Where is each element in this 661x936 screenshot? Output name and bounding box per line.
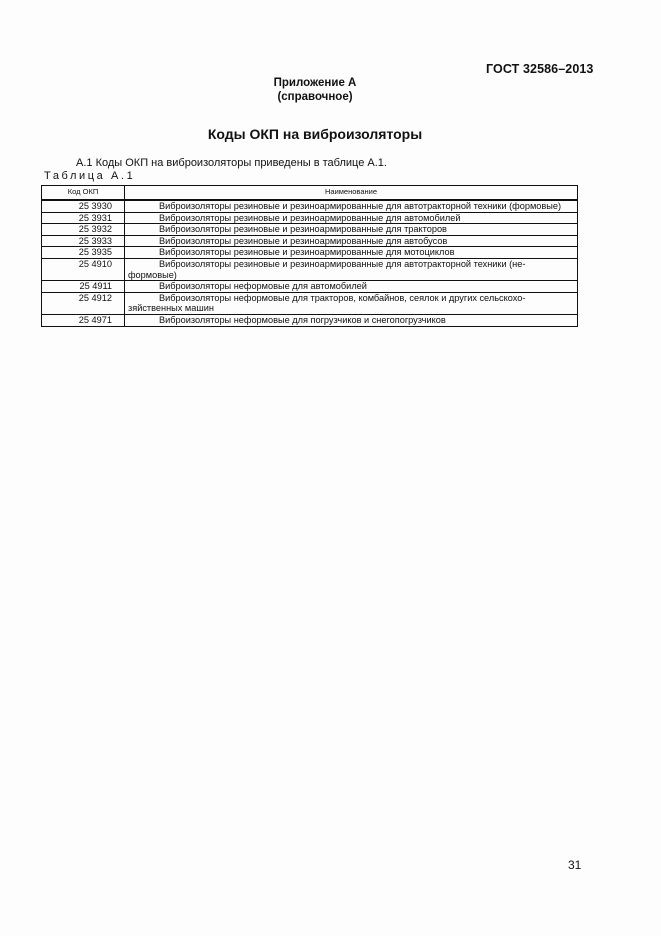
appendix-subtitle: (справочное): [277, 91, 353, 103]
appendix-heading: [0, 76, 630, 104]
okp-code: 25 3932: [42, 224, 125, 236]
table-row: [42, 258, 578, 280]
okp-codes-table: [41, 185, 578, 327]
product-name: Виброизоляторы резиновые и резиноармированные для автобусов: [125, 235, 578, 247]
appendix-title: Приложение А: [273, 77, 357, 89]
table-row: [42, 212, 578, 224]
product-name: Виброизоляторы резиновые и резиноармированные для автомобилей: [125, 212, 578, 224]
okp-code: 25 4910: [42, 258, 125, 280]
product-name: Виброизоляторы неформовые для автомобилей: [125, 281, 578, 293]
okp-code: 25 3933: [42, 235, 125, 247]
column-header-name: Наименование: [125, 186, 578, 201]
okp-code: 25 4911: [42, 281, 125, 293]
table-row: [42, 224, 578, 236]
okp-code: 25 3931: [42, 212, 125, 224]
product-name: Виброизоляторы резиновые и резиноармированные для автотракторной техники (формовые): [125, 200, 578, 212]
okp-code: 25 3935: [42, 247, 125, 259]
okp-code: 25 4912: [42, 292, 125, 314]
product-name: Виброизоляторы резиновые и резиноармированные для мотоциклов: [125, 247, 578, 259]
table-row: [42, 292, 578, 314]
table-row: [42, 247, 578, 259]
table-caption: Таблица А.1: [44, 170, 136, 182]
product-name: Виброизоляторы неформовые для погрузчиков и снегопогрузчиков: [125, 314, 578, 326]
table-row: [42, 314, 578, 326]
okp-code: 25 3930: [42, 200, 125, 212]
table-header-row: [42, 186, 578, 201]
page-title: Коды ОКП на виброизоляторы: [207, 126, 423, 142]
intro-paragraph: А.1 Коды ОКП на виброизоляторы приведены в таблице А.1.: [76, 157, 387, 169]
standard-number: ГОСТ 32586–2013: [486, 62, 594, 76]
product-name: Виброизоляторы резиновые и резиноармированные для автотракторной техники (не-формовые): [125, 258, 578, 280]
product-name: Виброизоляторы резиновые и резиноармированные для тракторов: [125, 224, 578, 236]
table-row: [42, 200, 578, 212]
page-number: 31: [568, 858, 582, 872]
table-row: [42, 235, 578, 247]
product-name: Виброизоляторы неформовые для тракторов, комбайнов, сеялок и других сельскохо-зяйственных машин: [125, 292, 578, 314]
column-header-code: Код ОКП: [42, 186, 125, 201]
okp-code: 25 4971: [42, 314, 125, 326]
table-row: [42, 281, 578, 293]
